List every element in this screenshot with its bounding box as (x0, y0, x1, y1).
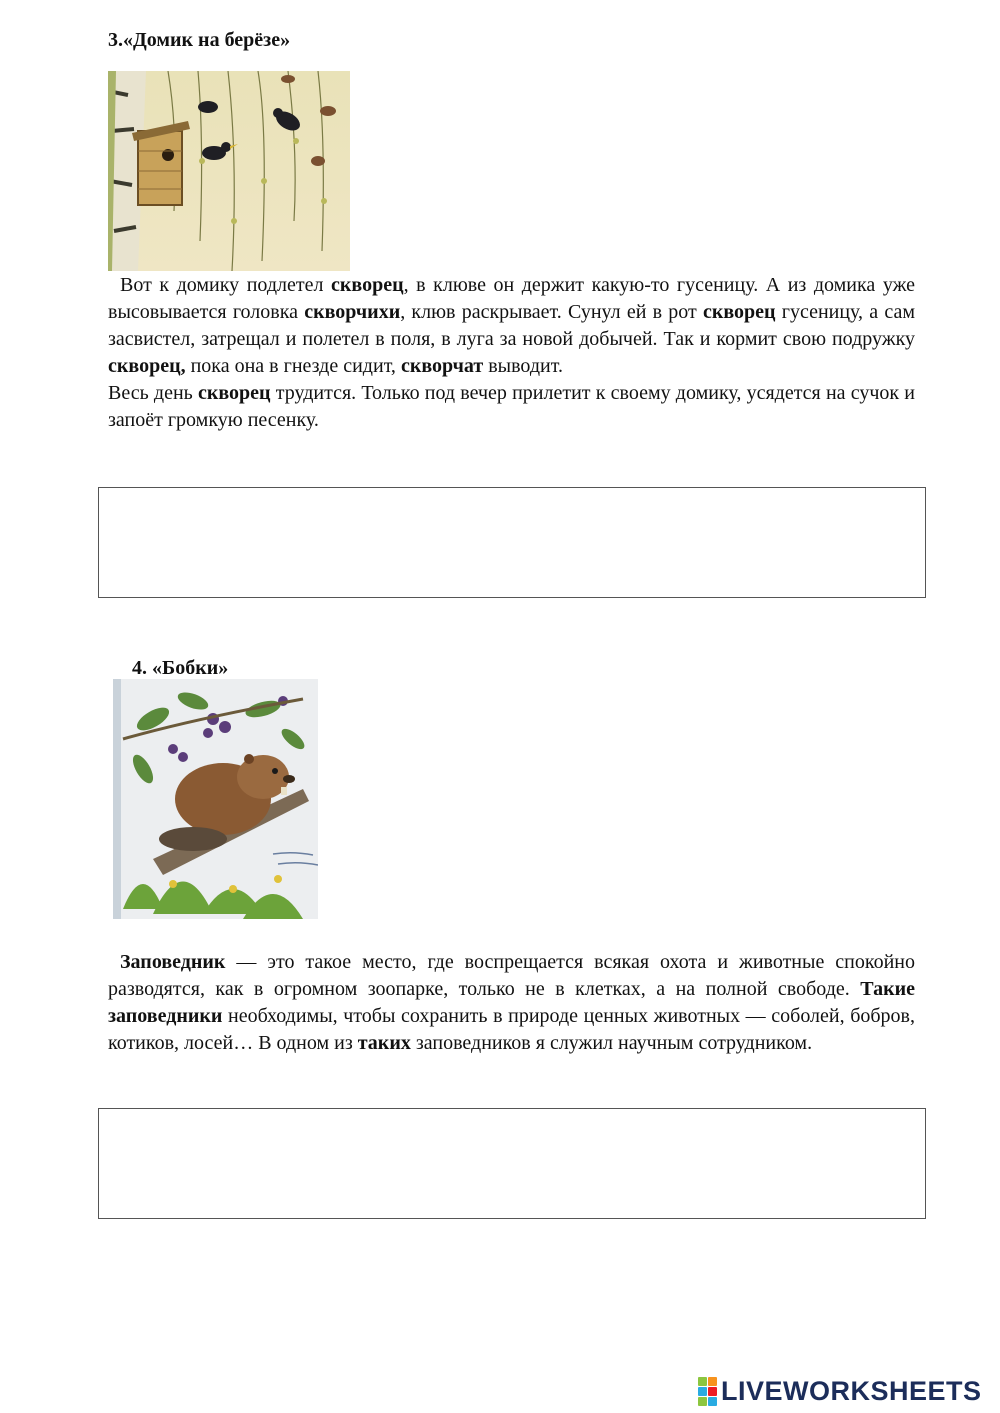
bold-word: скворец, (108, 355, 186, 377)
birdhouse-starlings-illustration (108, 71, 350, 271)
logo-text: LIVEWORKSHEETS (721, 1376, 982, 1406)
text-run: , в клюве он держит какую-то гусеницу. А из домика уже высовывается головка (108, 274, 915, 323)
bold-word: Заповедник (120, 951, 226, 973)
answer-box-section-3[interactable] (98, 487, 926, 598)
bold-word: скворец (702, 301, 776, 323)
bold-word: скворец (197, 382, 271, 404)
text-run: — это такое место, где воспрещается всякая охота и животные спокойно разводятся, как в огромном зоопарке, только не в клетках, а на полной свободе. (108, 951, 915, 1000)
text-run: Весь день (108, 382, 198, 404)
text-run: заповедников я служил научным сотрудником. (410, 1032, 813, 1054)
bold-word: Такие заповедники (108, 978, 915, 1027)
text-run: гусеницу, а сам засвистел, затрещал и полетел в поля, в луга за новой добычей. Так и кормит свою подружку (108, 301, 915, 350)
logo-tile (698, 1377, 707, 1386)
logo-tile (708, 1387, 717, 1396)
answer-box-section-4[interactable] (98, 1108, 926, 1219)
bold-word: таких (357, 1032, 411, 1054)
text-run: , клюв раскрывает. Сунул ей в рот (400, 301, 703, 323)
section-4-text (108, 949, 915, 1057)
section-3-title: 3.«Домик на берёзе» (108, 29, 291, 51)
liveworksheets-logo (698, 1376, 982, 1407)
text-run: Вот к домику подлетел (120, 274, 332, 296)
liveworksheets-logo-icon (698, 1377, 717, 1406)
logo-tile (708, 1397, 717, 1406)
text-run: трудится. Только под вечер прилетит к своему домику, усядется на сучок и запоёт громкую песенку. (108, 382, 915, 431)
logo-tile (708, 1377, 717, 1386)
section-3-text (108, 272, 915, 434)
logo-tile (698, 1397, 707, 1406)
text-run: пока она в гнезде сидит, (185, 355, 401, 377)
section-4-title: 4. «Бобки» (132, 657, 229, 679)
text-run: выводит. (483, 355, 563, 377)
logo-tile (698, 1387, 707, 1396)
beaver-illustration (113, 679, 318, 919)
text-run: необходимы, чтобы сохранить в природе ценных животных — соболей, бобров, котиков, лосей… В одном из (108, 1005, 915, 1054)
bold-word: скворчат (400, 355, 484, 377)
bold-word: скворец (331, 274, 404, 296)
bold-word: скворчихи (304, 301, 401, 323)
